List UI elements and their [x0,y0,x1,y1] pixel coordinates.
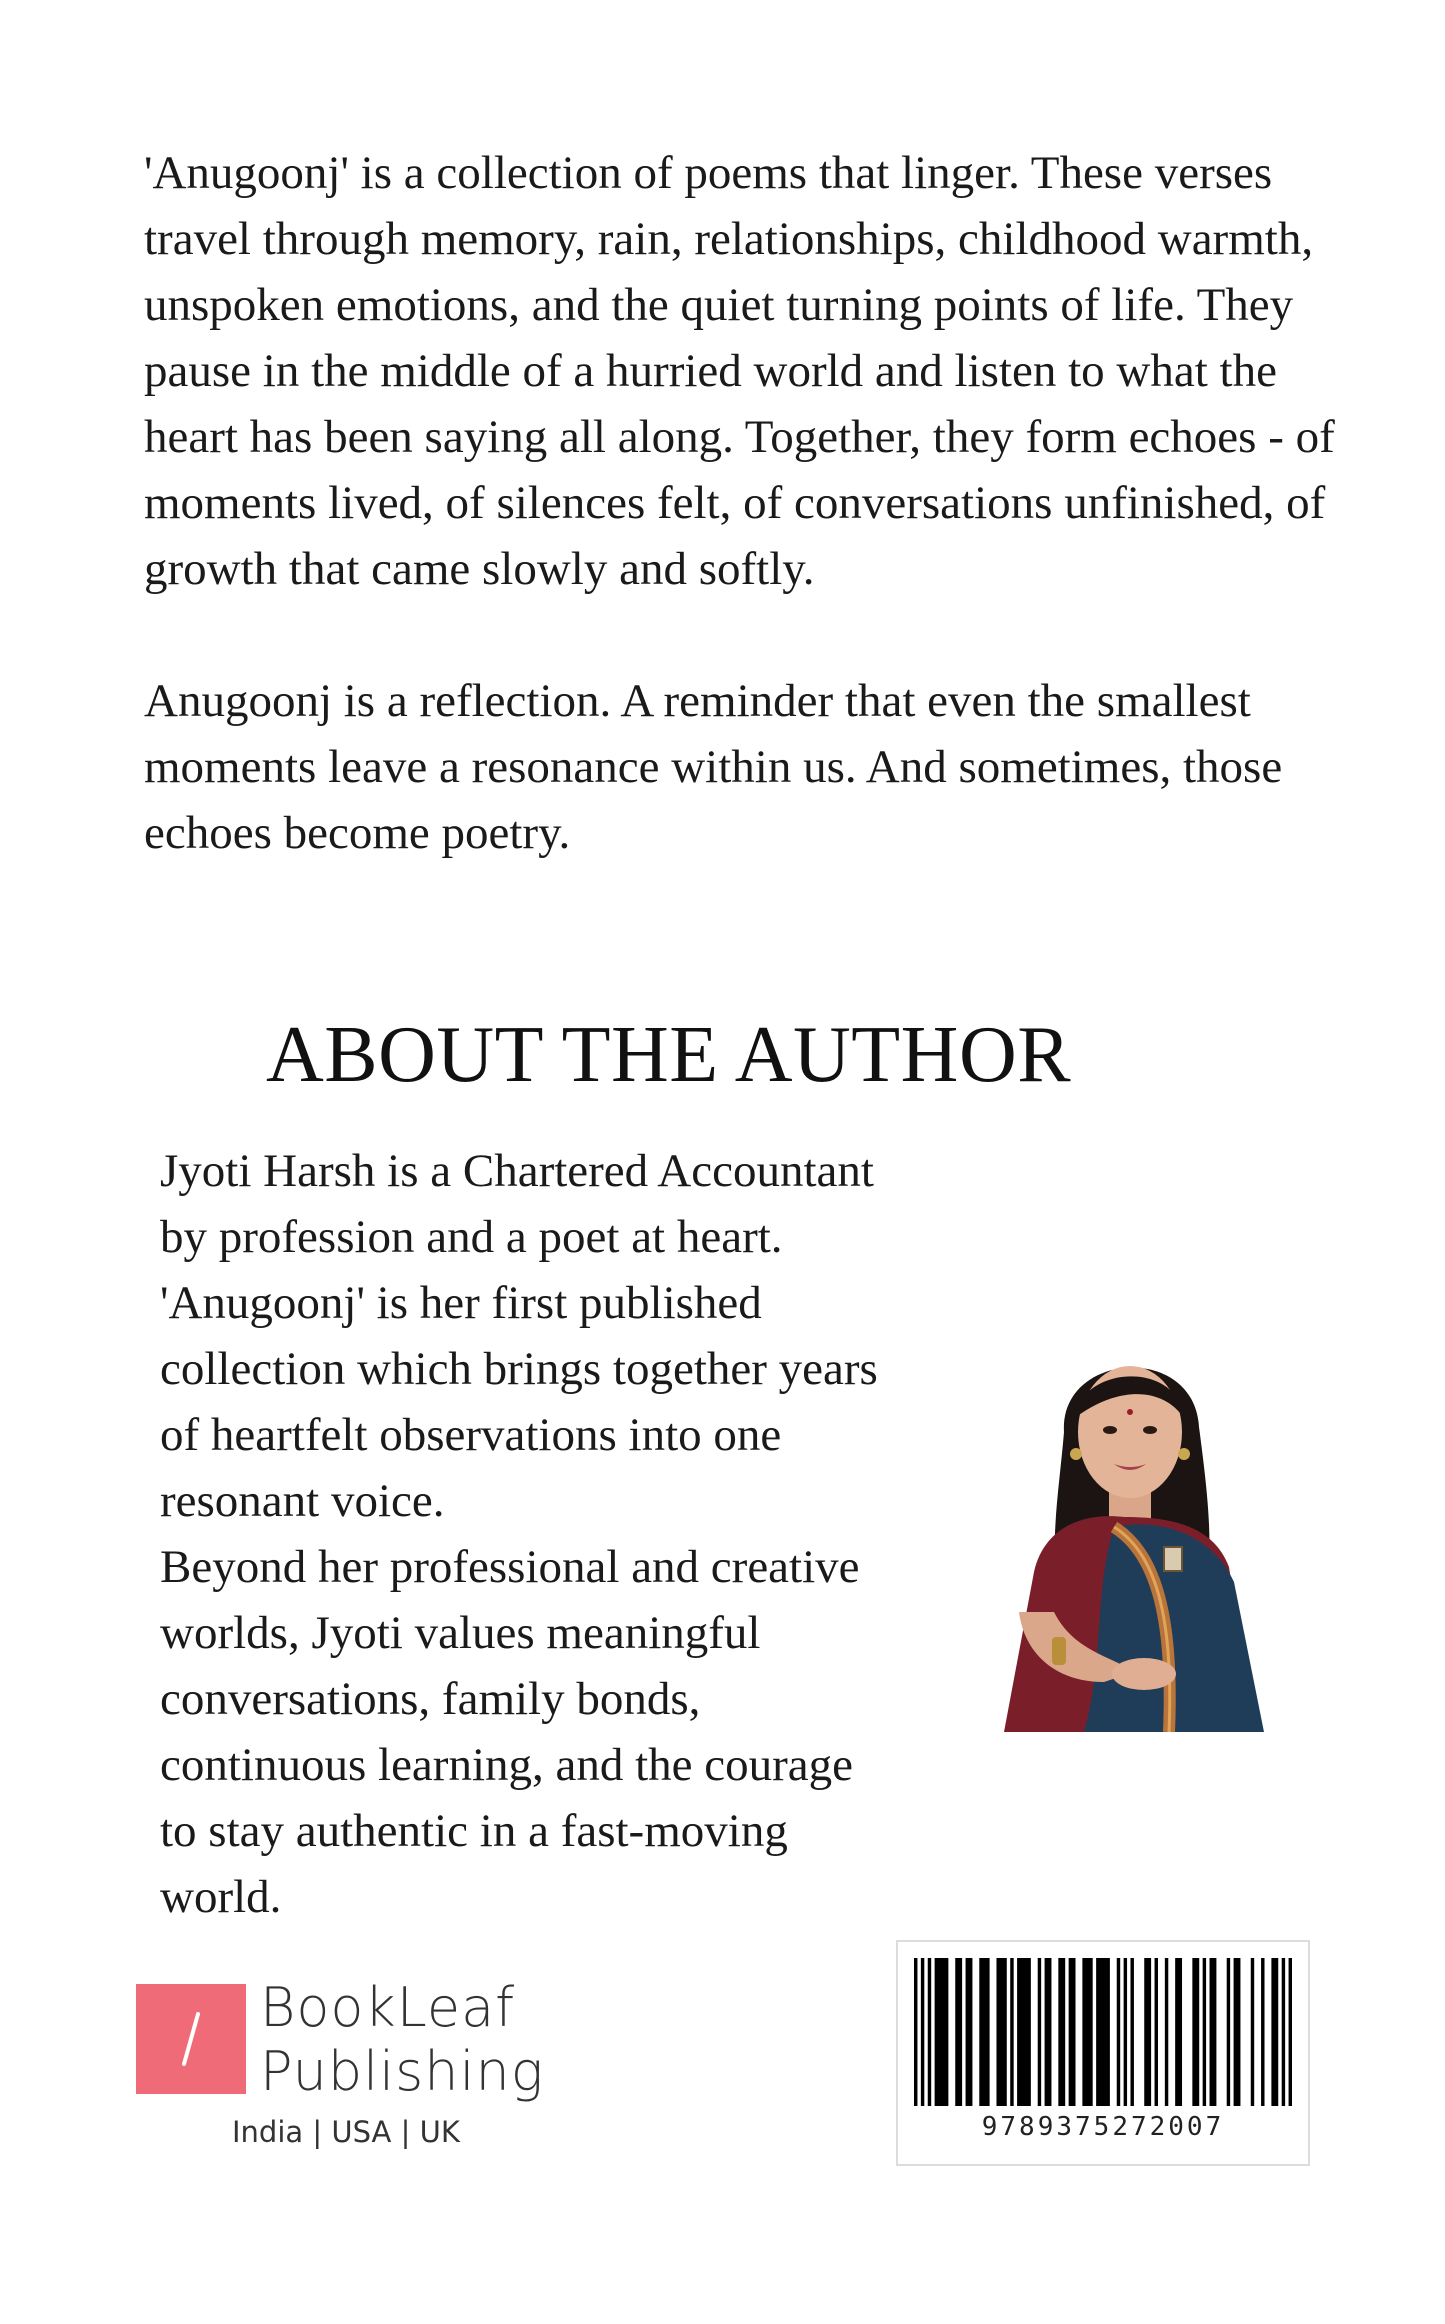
publisher-name-line-1: BookLeaf [260,1976,516,2039]
blurb-paragraph-2: Anugoonj is a reflection. A reminder that even the smallest moments leave a resonance within us. And sometimes, those echoes become poetry. [144,675,1283,859]
barcode-bar [1130,1958,1133,2106]
barcode-bar [1261,1958,1264,2106]
author-portrait-illustration [964,1312,1294,1732]
publisher-name-line-2: Publishing [260,2040,545,2103]
barcode-bar [1096,1958,1110,2106]
bio-line: Jyoti Harsh is a Chartered Accountant [160,1145,874,1197]
author-photo [964,1312,1294,1732]
barcode-bar [1165,1958,1168,2106]
bio-line: Beyond her professional and creative [160,1541,860,1593]
bio-line: conversations, family bonds, [160,1673,701,1725]
barcode-bar [1082,1958,1092,2106]
barcode-bar [1124,1958,1127,2106]
barcode-bar [966,1958,973,2106]
barcode-bar [1271,1958,1278,2106]
barcode-bar [921,1958,924,2106]
barcode-bar [1069,1958,1076,2106]
bio-line: collection which brings together years [160,1343,878,1395]
barcode-bar [955,1958,962,2106]
barcode-bar [1227,1958,1230,2106]
bio-line: of heartfelt observations into one [160,1409,782,1461]
barcode-bar [1045,1958,1052,2106]
barcode-icon [914,1958,1292,2106]
barcode-bar [1289,1958,1292,2106]
barcode-bar [935,1958,949,2106]
barcode-bar [1155,1958,1158,2106]
barcode-bar [1017,1958,1031,2106]
barcode-bar [1038,1958,1041,2106]
barcode-bar [1117,1958,1120,2106]
barcode-bar [928,1958,931,2106]
bio-line: world. [160,1871,282,1923]
barcode-bar [1251,1958,1254,2106]
barcode-bar [1210,1958,1217,2106]
publisher-name [260,1976,544,2104]
barcode-bar [1282,1958,1285,2106]
author-bio [160,1138,960,1930]
publisher-logo-mark [136,1984,246,2094]
bio-line: worlds, Jyoti values meaningful [160,1607,761,1659]
isbn-number: 9789375272007 [981,2112,1225,2142]
bio-line: resonant voice. [160,1475,445,1527]
barcode-bar [996,1958,1006,2106]
about-author-heading: ABOUT THE AUTHOR [266,1011,1072,1099]
barcode-bar [1203,1958,1206,2106]
publisher-regions: India | USA | UK [232,2115,460,2149]
publisher-logo [136,1976,556,2164]
barcode-bar [1144,1958,1151,2106]
back-cover-blurb [144,140,1344,866]
barcode-bar [1234,1958,1241,2106]
bio-line: to stay authentic in a fast-moving [160,1805,788,1857]
bio-line: 'Anugoonj' is her first published [160,1277,762,1329]
barcode-bar [979,1958,989,2106]
isbn-barcode [896,1940,1310,2166]
slash-icon [136,1984,246,2094]
bio-line: by profession and a poet at heart. [160,1211,783,1263]
bio-line: continuous learning, and the courage [160,1739,854,1791]
barcode-bar [1058,1958,1065,2106]
barcode-bar [1175,1958,1182,2106]
barcode-bar [1010,1958,1013,2106]
barcode-bar [1192,1958,1199,2106]
blurb-paragraph-1: 'Anugoonj' is a collection of poems that linger. These verses travel through memory, rain, relationships, childhood warmth, unspoken emotions, and the quiet turning points of life. They pause in the middle of a hurried world and listen to what the heart has been saying all along. Together, they form echoes - of moments lived, of silences felt, of conversations unfinished, of growth that came slowly and softly. [144,147,1335,595]
barcode-bar [914,1958,917,2106]
